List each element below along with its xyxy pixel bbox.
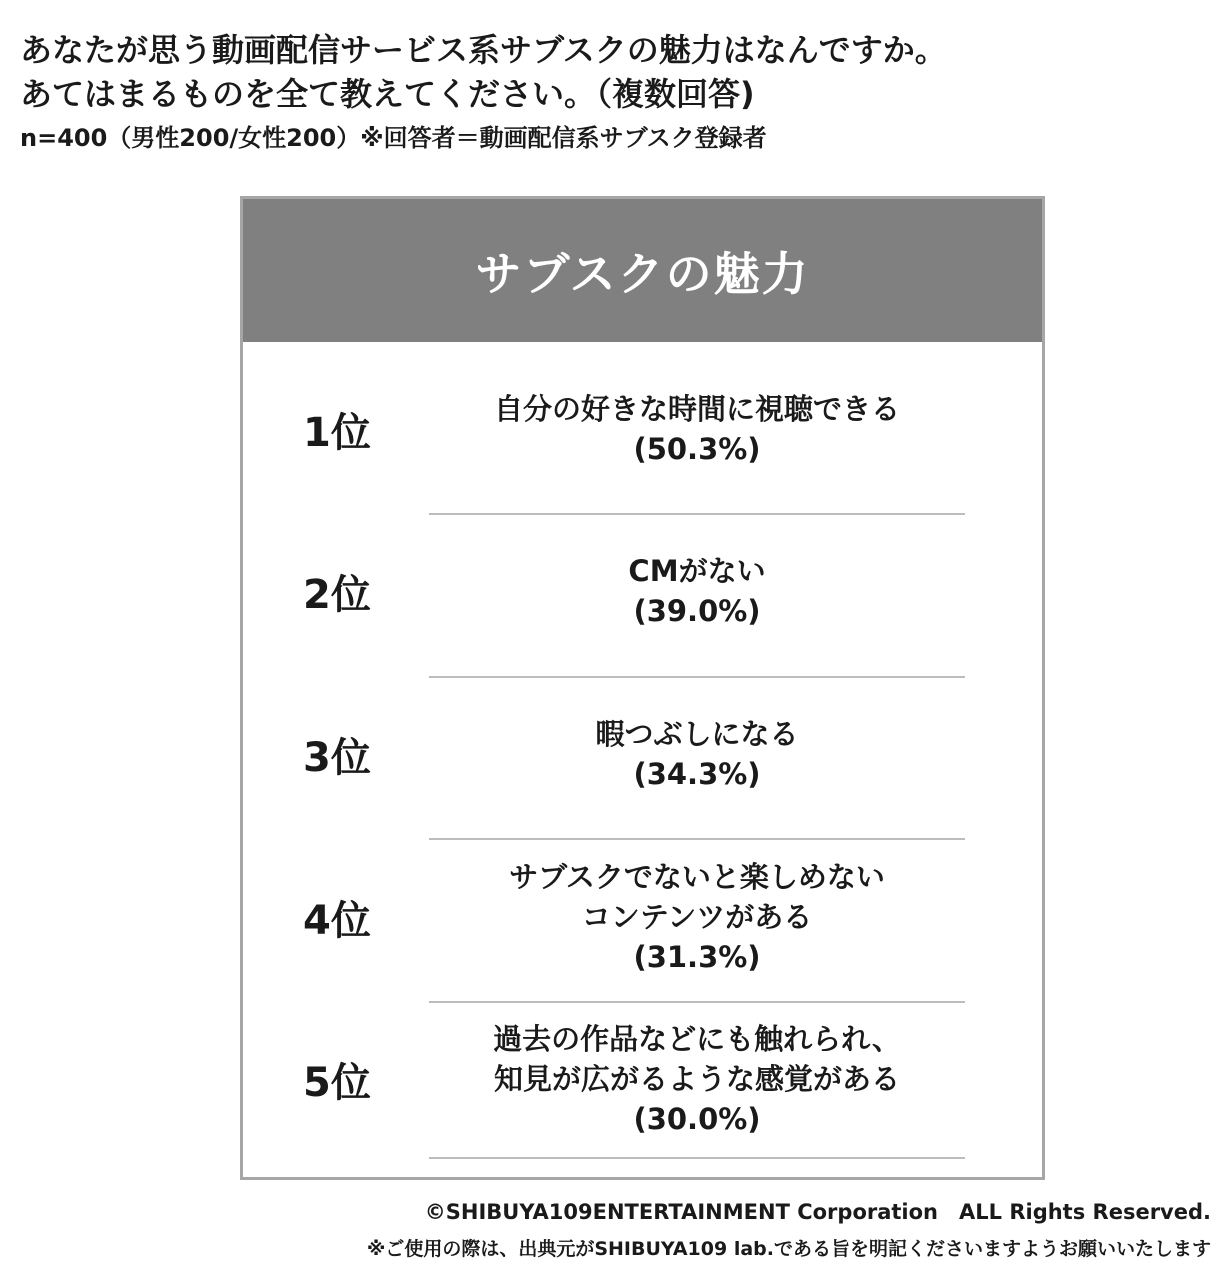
rank-divider <box>429 1001 965 1003</box>
rank-percent: (50.3%) <box>633 432 761 466</box>
rank-divider <box>429 676 965 678</box>
usage-note: ※ご使用の際は、出典元がSHIBUYA109 lab.である旨を明記くださいますようお願いいたします <box>366 1238 1211 1260</box>
rank-row-5 <box>243 1017 1042 1159</box>
rank-label: 2位 <box>303 571 371 618</box>
rank-percent: (31.3%) <box>633 940 761 974</box>
rank-row-4 <box>243 855 1042 997</box>
rank-description <box>429 371 965 487</box>
copyright-notice: ©SHIBUYA109ENTERTAINMENT Corporation ALL Rights Reserved. <box>424 1200 1211 1224</box>
rank-description <box>429 533 965 649</box>
rank-text-line: 知見が広がるような感覚がある <box>493 1062 900 1096</box>
rank-description <box>429 696 965 812</box>
question-header <box>20 28 1210 156</box>
rank-description <box>429 855 965 979</box>
rank-percent: (34.3%) <box>633 757 761 791</box>
rank-percent: (39.0%) <box>633 594 761 628</box>
rank-row-2 <box>243 533 1042 675</box>
rank-divider <box>429 513 965 515</box>
rank-text-line: 自分の好きな時間に視聴できる <box>493 392 900 426</box>
rank-divider <box>429 838 965 840</box>
rank-text-line: サブスクでないと楽しめない <box>509 860 885 894</box>
rank-row-3 <box>243 696 1042 838</box>
rank-label: 5位 <box>303 1059 371 1106</box>
question-line-2: あてはまるものを全て教えてください。（複数回答) <box>20 75 755 113</box>
sample-note: n=400（男性200/女性200）※回答者＝動画配信系サブスク登録者 <box>20 124 767 152</box>
rank-description <box>429 1017 965 1141</box>
card-title: サブスクの魅力 <box>243 199 1042 342</box>
rank-text-line: CMがない <box>628 554 766 588</box>
rank-text-line: コンテンツがある <box>581 900 813 934</box>
rank-label: 1位 <box>303 409 371 456</box>
rank-percent: (30.0%) <box>633 1102 761 1136</box>
rank-text-line: 暇つぶしになる <box>595 717 799 751</box>
rank-divider <box>429 1157 965 1159</box>
rank-label: 3位 <box>303 734 371 781</box>
rank-text-line: 過去の作品などにも触れられ、 <box>493 1022 901 1056</box>
rank-row-1 <box>243 371 1042 513</box>
question-line-1: あなたが思う動画配信サービス系サブスクの魅力はなんですか。 <box>20 31 947 69</box>
ranking-card <box>240 196 1045 1180</box>
rank-label: 4位 <box>303 897 371 944</box>
